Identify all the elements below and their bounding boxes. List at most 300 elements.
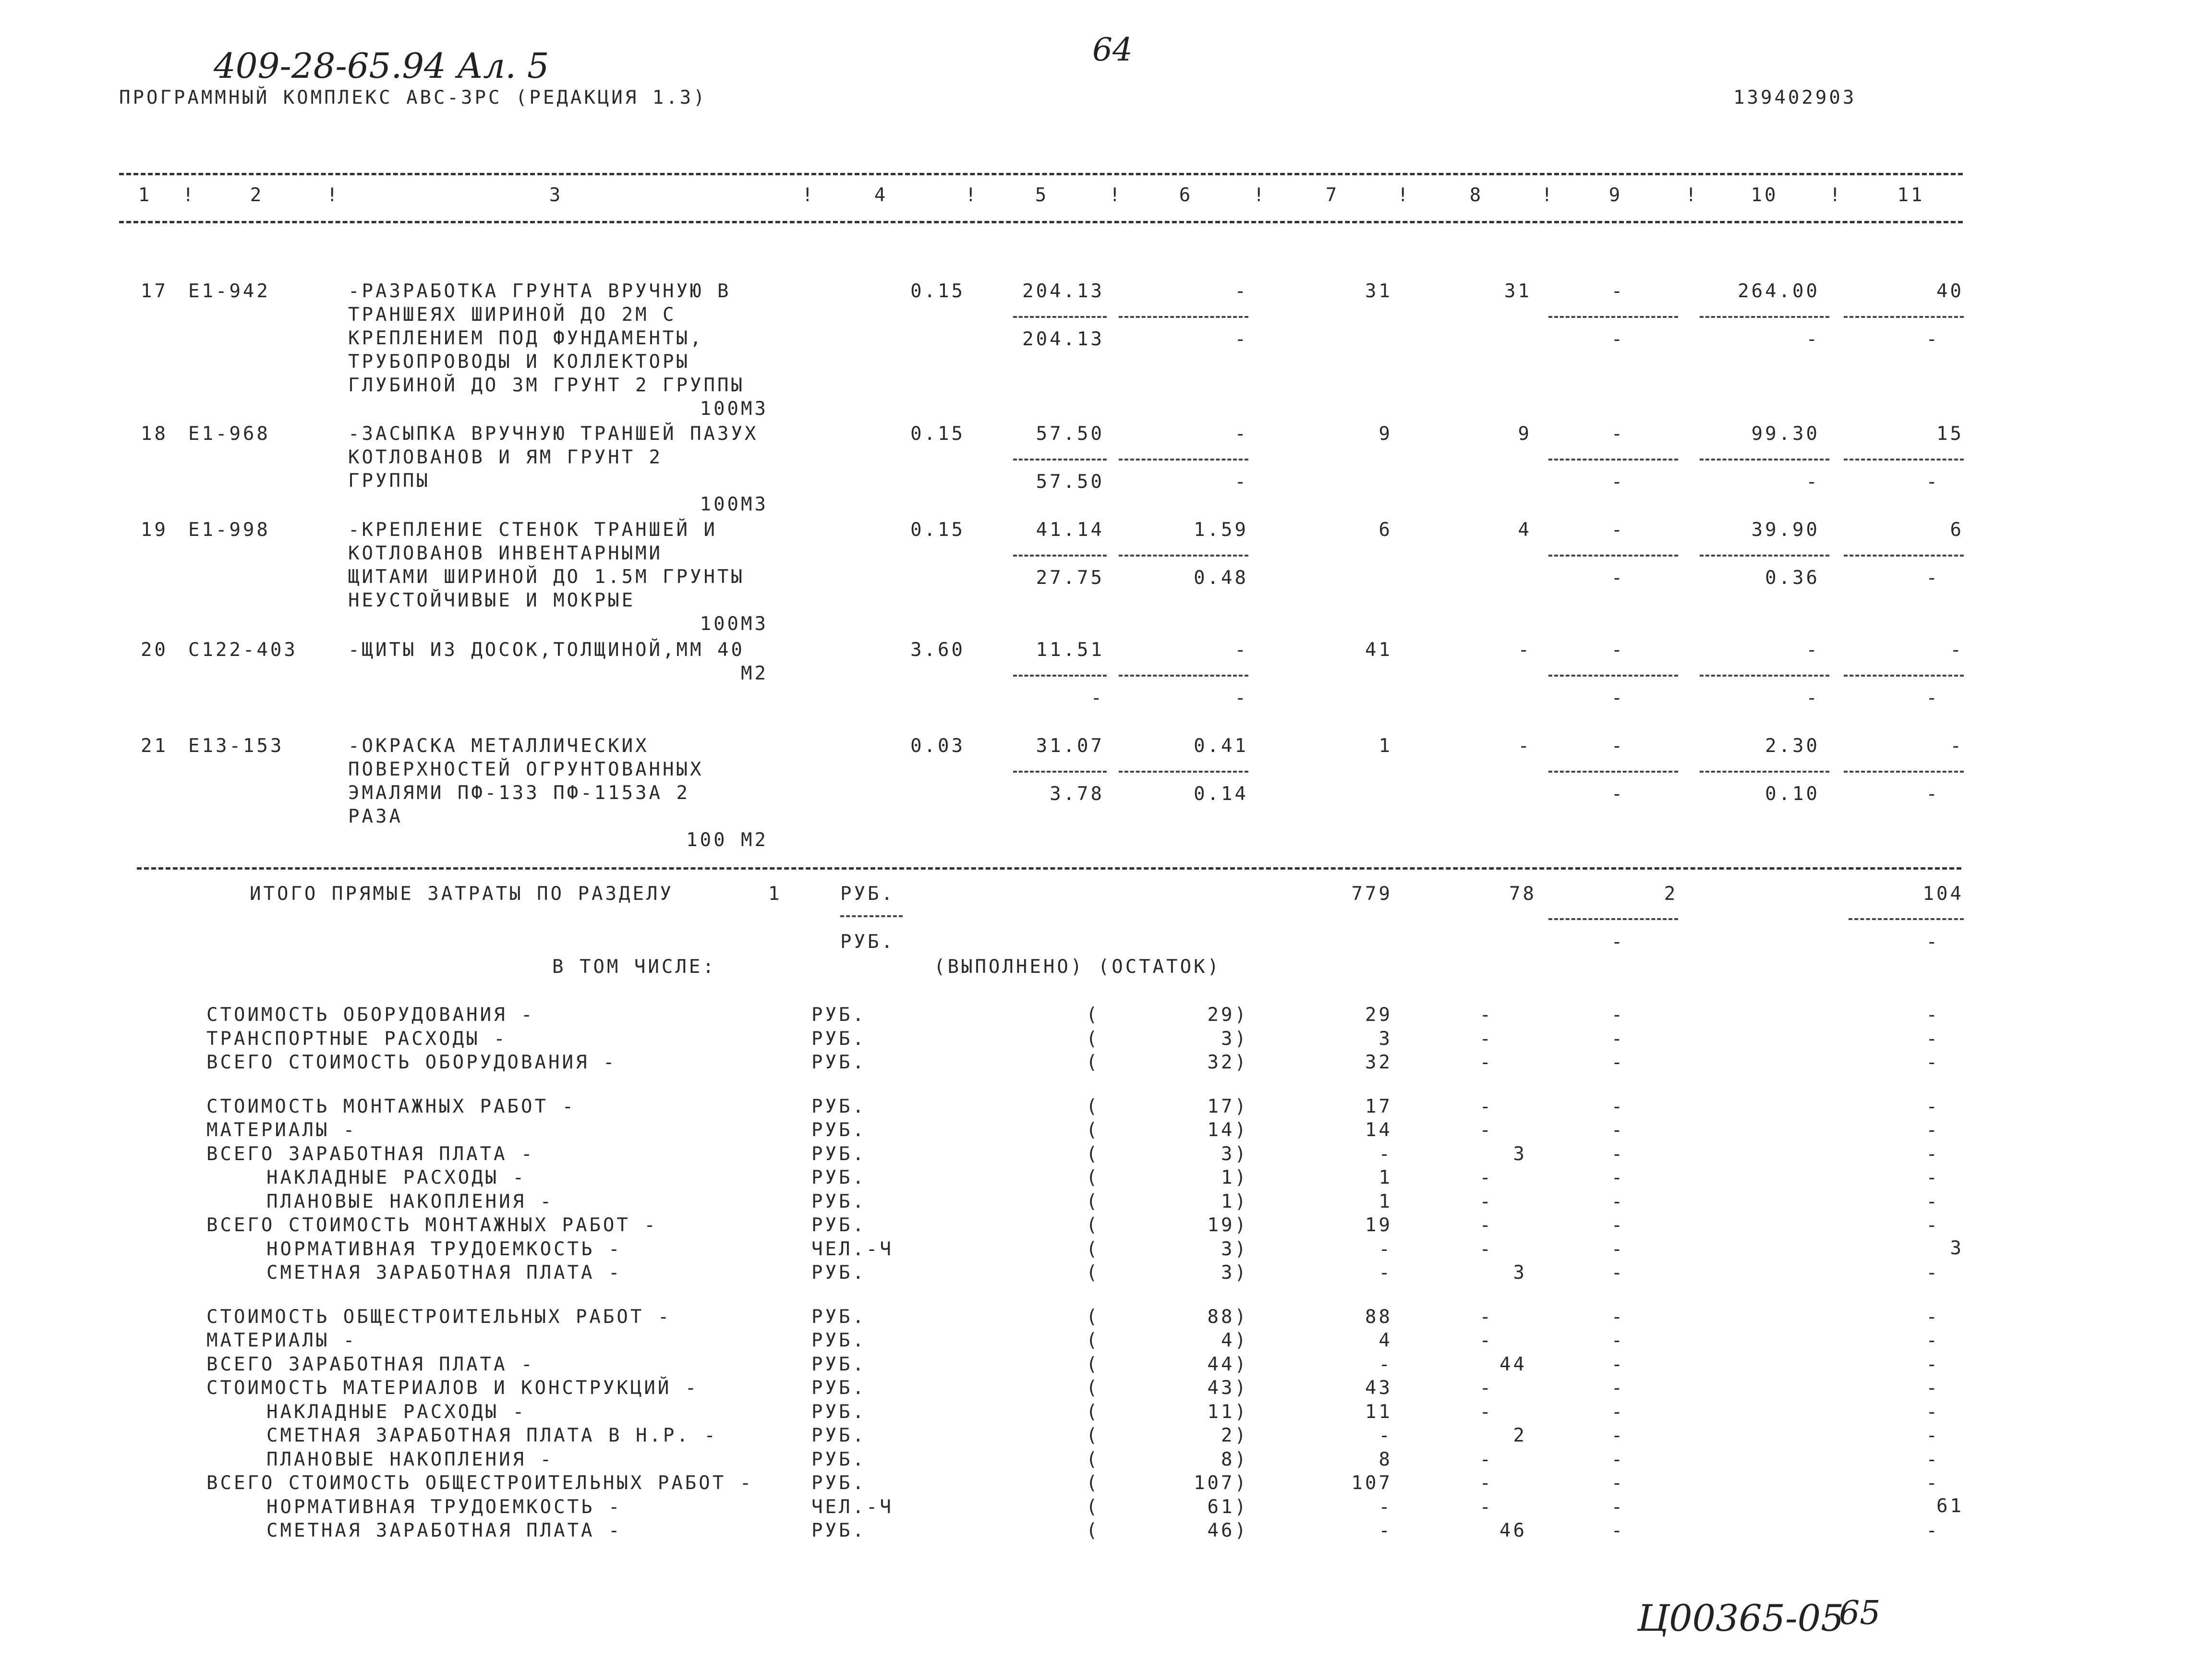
open-paren: ( [1086, 1095, 1100, 1117]
summary-label: НОРМАТИВНАЯ ТРУДОЕМКОСТЬ - [266, 1238, 622, 1260]
summary-unit: РУБ. [811, 1119, 866, 1141]
entry-col10-bottom: - [1806, 328, 1820, 350]
summary-unit: РУБ. [811, 1143, 866, 1165]
entry-col9-rule [1548, 675, 1678, 677]
summary-unit: РУБ. [811, 1262, 866, 1284]
column-header-6: 6 [1179, 184, 1193, 206]
entry-col9-top: - [1611, 423, 1625, 445]
entry-col11-top: - [1950, 639, 1964, 661]
total-label: ИТОГО ПРЯМЫЕ ЗАТРАТЫ ПО РАЗДЕЛУ [250, 883, 674, 905]
summary-col8: - [1479, 1004, 1493, 1026]
summary-col8-shifted: 44 [1499, 1353, 1527, 1375]
entry-col9-bottom: - [1611, 687, 1625, 709]
entry-code: С122-403 [188, 639, 298, 661]
open-paren: ( [1086, 1167, 1100, 1189]
entry-description-line: КОТЛОВАНОВ ИНВЕНТАРНЫМИ [348, 543, 663, 564]
summary-done-value: 14) [1207, 1119, 1248, 1141]
summary-col8: - [1479, 1377, 1493, 1399]
summary-unit: РУБ. [811, 1190, 866, 1212]
summary-col7: 17 [1365, 1095, 1392, 1117]
entry-col9-bottom: - [1611, 328, 1625, 350]
summary-col7: 107 [1351, 1472, 1392, 1494]
open-paren: ( [1086, 1190, 1100, 1212]
entry-quantity: 0.03 [910, 735, 965, 757]
summary-col9: - [1611, 1353, 1625, 1375]
entry-number: 17 [141, 280, 168, 302]
total-col7: 779 [1351, 883, 1392, 905]
entry-col6-rule [1119, 316, 1248, 318]
entry-col10-bottom: - [1806, 471, 1820, 493]
summary-label: МАТЕРИАЛЫ - [206, 1330, 357, 1352]
open-paren: ( [1086, 1262, 1100, 1284]
summary-col9: - [1611, 1496, 1625, 1518]
entry-description-line: ЭМАЛЯМИ ПФ-133 ПФ-1153А 2 [348, 782, 690, 804]
entry-col8: 4 [1518, 519, 1532, 541]
entry-col5-top: 57.50 [1036, 423, 1104, 445]
summary-unit: РУБ. [811, 1214, 866, 1237]
summary-unit: РУБ. [811, 1520, 866, 1542]
summary-unit: РУБ. [811, 1306, 866, 1328]
total-col9-rule [1548, 918, 1678, 920]
total-col11-bottom: - [1926, 931, 1940, 953]
entry-unit: 100М3 [700, 398, 768, 420]
summary-done-value: 107) [1194, 1472, 1248, 1494]
summary-col9: - [1611, 1004, 1625, 1026]
entry-col11-bottom: - [1926, 567, 1940, 589]
entry-description-line: КОТЛОВАНОВ И ЯМ ГРУНТ 2 [348, 447, 663, 468]
entry-col11-rule [1844, 555, 1964, 557]
summary-col9: - [1611, 1401, 1625, 1423]
summary-col11: - [1926, 1095, 1940, 1117]
entry-col10-rule [1700, 555, 1829, 557]
column-header-1: 1 [138, 184, 152, 206]
entry-unit: 100 М2 [686, 829, 768, 851]
entry-col6-rule [1119, 771, 1248, 773]
entry-col11-top: 6 [1950, 519, 1964, 541]
summary-col11: - [1926, 1520, 1940, 1542]
summary-label: СТОИМОСТЬ МАТЕРИАЛОВ И КОНСТРУКЦИЙ - [206, 1377, 699, 1399]
summary-col7: 43 [1365, 1377, 1392, 1399]
entry-quantity: 3.60 [910, 639, 965, 661]
entry-col10-bottom: 0.10 [1765, 783, 1820, 805]
entry-col5-bottom: 27.75 [1036, 567, 1104, 589]
summary-col7: 11 [1365, 1401, 1392, 1423]
summary-col11: - [1926, 1119, 1940, 1141]
summary-done-value: 4) [1221, 1330, 1248, 1352]
summary-col9: - [1611, 1214, 1625, 1237]
column-separator: ! [1253, 184, 1267, 206]
entry-description-line: -ЩИТЫ ИЗ ДОСОК,ТОЛЩИНОЙ,ММ 40 [348, 639, 745, 661]
entry-col5-top: 204.13 [1022, 280, 1104, 302]
column-separator: ! [326, 184, 340, 206]
summary-col11: - [1926, 1004, 1940, 1026]
entry-col9-rule [1548, 555, 1678, 557]
summary-col8: - [1479, 1330, 1493, 1352]
entry-col10-top: - [1806, 639, 1820, 661]
entry-quantity: 0.15 [910, 519, 965, 541]
summary-col8: - [1479, 1448, 1493, 1470]
summary-label: ТРАНСПОРТНЫЕ РАСХОДЫ - [206, 1028, 508, 1050]
summary-unit: РУБ. [811, 1052, 866, 1073]
summary-done-value: 2) [1221, 1425, 1248, 1447]
column-separator: ! [1397, 184, 1411, 206]
summary-col11: - [1926, 1425, 1940, 1447]
summary-col9: - [1611, 1119, 1625, 1141]
column-header-9: 9 [1608, 184, 1623, 206]
summary-col11: - [1926, 1028, 1940, 1050]
summary-done-value: 43) [1207, 1377, 1248, 1399]
total-rule [137, 867, 1961, 870]
entry-col11-rule [1844, 675, 1964, 677]
column-header-8: 8 [1469, 184, 1484, 206]
entry-unit: М2 [741, 663, 768, 684]
column-separator: ! [1685, 184, 1699, 206]
entry-col10-top: 39.90 [1751, 519, 1820, 541]
summary-col9: - [1611, 1028, 1625, 1050]
open-paren: ( [1086, 1401, 1100, 1423]
summary-col9: - [1611, 1052, 1625, 1073]
entry-col5-top: 31.07 [1036, 735, 1104, 757]
entry-col9-top: - [1611, 280, 1625, 302]
summary-col11: - [1926, 1377, 1940, 1399]
entry-col5-bottom: 3.78 [1050, 783, 1104, 805]
entry-col10-bottom: - [1806, 687, 1820, 709]
summary-col7: 32 [1365, 1052, 1392, 1073]
summary-col7: - [1378, 1425, 1392, 1447]
summary-col9: - [1611, 1330, 1625, 1352]
summary-col9: - [1611, 1190, 1625, 1212]
summary-col9: - [1611, 1520, 1625, 1542]
entry-col10-top: 264.00 [1738, 280, 1820, 302]
including-label: В ТОМ ЧИСЛЕ: [552, 956, 716, 978]
entry-description-line: ТРУБОПРОВОДЫ И КОЛЛЕКТОРЫ [348, 351, 690, 373]
entry-col7: 31 [1365, 280, 1392, 302]
summary-done-value: 32) [1207, 1052, 1248, 1073]
column-separator: ! [1541, 184, 1555, 206]
open-paren: ( [1086, 1052, 1100, 1073]
entry-col9-top: - [1611, 735, 1625, 757]
entry-number: 21 [141, 735, 168, 757]
summary-col9: - [1611, 1143, 1625, 1165]
entry-col8: 9 [1518, 423, 1532, 445]
column-header-7: 7 [1325, 184, 1340, 206]
summary-label: НАКЛАДНЫЕ РАСХОДЫ - [266, 1167, 527, 1189]
entry-col8: - [1518, 639, 1532, 661]
summary-unit: РУБ. [811, 1095, 866, 1117]
entry-col9-bottom: - [1611, 471, 1625, 493]
summary-col8-shifted: 46 [1499, 1520, 1527, 1542]
summary-unit: РУБ. [811, 1353, 866, 1375]
summary-col8: - [1479, 1028, 1493, 1050]
entry-col5-bottom: 57.50 [1036, 471, 1104, 493]
summary-col7: 4 [1378, 1330, 1392, 1352]
entry-description-line: ГРУППЫ [348, 470, 430, 492]
entry-description-line: -ЗАСЫПКА ВРУЧНУЮ ТРАНШЕЙ ПАЗУХ [348, 423, 759, 445]
open-paren: ( [1086, 1143, 1100, 1165]
open-paren: ( [1086, 1306, 1100, 1328]
entry-unit: 100М3 [700, 494, 768, 515]
summary-label: ВСЕГО ЗАРАБОТНАЯ ПЛАТА - [206, 1143, 535, 1165]
summary-col11: - [1926, 1190, 1940, 1212]
handwritten-page-number: 64 [1092, 31, 1133, 68]
entry-description-line: ТРАНШЕЯХ ШИРИНОЙ ДО 2М С [348, 304, 677, 326]
summary-col11: - [1926, 1167, 1940, 1189]
summary-col11: - [1926, 1306, 1940, 1328]
summary-label: СМЕТНАЯ ЗАРАБОТНАЯ ПЛАТА - [266, 1262, 622, 1284]
summary-col8: - [1479, 1214, 1493, 1237]
summary-col9: - [1611, 1095, 1625, 1117]
column-separator: ! [965, 184, 979, 206]
column-separator: ! [182, 184, 196, 206]
summary-col11: - [1926, 1401, 1940, 1423]
entry-col11-top: 40 [1936, 280, 1964, 302]
entry-description-line: РАЗА [348, 806, 403, 827]
entry-col9-rule [1548, 459, 1678, 461]
summary-col7: - [1378, 1496, 1392, 1518]
summary-done-value: 3) [1221, 1028, 1248, 1050]
entry-col10-rule [1700, 316, 1829, 318]
total-unit: РУБ. [840, 883, 895, 905]
summary-col11: - [1926, 1052, 1940, 1073]
summary-unit: РУБ. [811, 1401, 866, 1423]
document-code: 139402903 [1733, 87, 1857, 109]
entry-number: 20 [141, 639, 168, 661]
summary-done-value: 61) [1207, 1496, 1248, 1518]
summary-unit: РУБ. [811, 1425, 866, 1447]
summary-unit: РУБ. [811, 1004, 866, 1026]
entry-col11-rule [1844, 316, 1964, 318]
summary-col8-shifted: 2 [1513, 1425, 1527, 1447]
done-rest-label: (ВЫПОЛНЕНО) (ОСТАТОК) [934, 956, 1221, 978]
entry-col5-rule [1013, 771, 1107, 773]
entry-col6-rule [1119, 555, 1248, 557]
summary-col8: - [1479, 1496, 1493, 1518]
summary-col9: - [1611, 1262, 1625, 1284]
summary-done-value: 8) [1221, 1448, 1248, 1470]
entry-unit: 100М3 [700, 613, 768, 635]
summary-unit: РУБ. [811, 1377, 866, 1399]
summary-label: МАТЕРИАЛЫ - [206, 1119, 357, 1141]
entry-col5-rule [1013, 675, 1107, 677]
handwritten-doc-ref: 409-28-65.94 Ал. 5 [214, 46, 549, 86]
header-rule-top [119, 173, 1963, 175]
entry-col11-top: - [1950, 735, 1964, 757]
column-separator: ! [802, 184, 816, 206]
entry-col6-top: 0.41 [1194, 735, 1248, 757]
entry-col9-top: - [1611, 639, 1625, 661]
summary-done-value: 19) [1207, 1214, 1248, 1237]
entry-col6-bottom: - [1234, 687, 1248, 709]
column-separator: ! [1109, 184, 1123, 206]
summary-label: СТОИМОСТЬ ОБОРУДОВАНИЯ - [206, 1004, 535, 1026]
summary-label: НАКЛАДНЫЕ РАСХОДЫ - [266, 1401, 527, 1423]
summary-col9: - [1611, 1167, 1625, 1189]
open-paren: ( [1086, 1214, 1100, 1237]
summary-col8: - [1479, 1472, 1493, 1494]
summary-done-value: 29) [1207, 1004, 1248, 1026]
summary-done-value: 1) [1221, 1190, 1248, 1212]
column-header-4: 4 [874, 184, 888, 206]
summary-label: СМЕТНАЯ ЗАРАБОТНАЯ ПЛАТА В Н.Р. - [266, 1425, 718, 1447]
entry-description-line: -ОКРАСКА МЕТАЛЛИЧЕСКИХ [348, 735, 649, 757]
summary-done-value: 3) [1221, 1262, 1248, 1284]
summary-unit: РУБ. [811, 1028, 866, 1050]
entry-quantity: 0.15 [910, 423, 965, 445]
entry-col6-top: - [1234, 423, 1248, 445]
entry-col5-rule [1013, 459, 1107, 461]
summary-label: ПЛАНОВЫЕ НАКОПЛЕНИЯ - [266, 1448, 554, 1470]
summary-col7: 8 [1378, 1448, 1392, 1470]
summary-label: НОРМАТИВНАЯ ТРУДОЕМКОСТЬ - [266, 1496, 622, 1518]
entry-col6-rule [1119, 675, 1248, 677]
summary-col7: - [1378, 1262, 1392, 1284]
summary-label: СТОИМОСТЬ ОБЩЕСТРОИТЕЛЬНЫХ РАБОТ - [206, 1306, 672, 1328]
summary-done-value: 3) [1221, 1143, 1248, 1165]
entry-col6-top: - [1234, 639, 1248, 661]
summary-label: ВСЕГО СТОИМОСТЬ ОБОРУДОВАНИЯ - [206, 1052, 617, 1073]
entry-number: 18 [141, 423, 168, 445]
summary-col9: - [1611, 1377, 1625, 1399]
summary-col7: 14 [1365, 1119, 1392, 1141]
entry-col8: 31 [1504, 280, 1532, 302]
summary-col7: - [1378, 1238, 1392, 1260]
summary-done-value: 3) [1221, 1238, 1248, 1260]
entry-description-line: ПОВЕРХНОСТЕЙ ОГРУНТОВАННЫХ [348, 759, 704, 780]
summary-col8: - [1479, 1306, 1493, 1328]
column-header-5: 5 [1035, 184, 1049, 206]
summary-col11-shifted: 3 [1950, 1237, 1964, 1259]
summary-done-value: 1) [1221, 1167, 1248, 1189]
entry-col6-top: 1.59 [1194, 519, 1248, 541]
summary-done-value: 11) [1207, 1401, 1248, 1423]
summary-unit: РУБ. [811, 1472, 866, 1494]
summary-col7: - [1378, 1143, 1392, 1165]
entry-col7: 6 [1378, 519, 1392, 541]
summary-col11: - [1926, 1330, 1940, 1352]
entry-col11-bottom: - [1926, 328, 1940, 350]
summary-done-value: 88) [1207, 1306, 1248, 1328]
entry-col5-rule [1013, 555, 1107, 557]
entry-col6-bottom: - [1234, 328, 1248, 350]
summary-col11: - [1926, 1472, 1940, 1494]
summary-unit: РУБ. [811, 1448, 866, 1470]
summary-done-value: 17) [1207, 1095, 1248, 1117]
summary-col7: 1 [1378, 1167, 1392, 1189]
entry-col9-bottom: - [1611, 567, 1625, 589]
open-paren: ( [1086, 1520, 1100, 1542]
entry-col7: 41 [1365, 639, 1392, 661]
column-header-10: 10 [1751, 184, 1778, 206]
program-title: ПРОГРАММНЫЙ КОМПЛЕКС АВС-3РС (РЕДАКЦИЯ 1.3) [119, 87, 707, 109]
entry-number: 19 [141, 519, 168, 541]
entry-col10-rule [1700, 459, 1829, 461]
summary-label: СТОИМОСТЬ МОНТАЖНЫХ РАБОТ - [206, 1095, 576, 1117]
summary-col11: - [1926, 1214, 1940, 1237]
entry-col11-bottom: - [1926, 783, 1940, 805]
summary-col8: - [1479, 1167, 1493, 1189]
entry-col5-top: 41.14 [1036, 519, 1104, 541]
summary-col8: - [1479, 1401, 1493, 1423]
total-col8: 78 [1509, 883, 1536, 905]
summary-col7: - [1378, 1520, 1392, 1542]
entry-col6-top: - [1234, 280, 1248, 302]
entry-col6-bottom: 0.14 [1194, 783, 1248, 805]
entry-col5-bottom: - [1090, 687, 1104, 709]
entry-col6-bottom: - [1234, 471, 1248, 493]
column-header-11: 11 [1897, 184, 1925, 206]
total-unit-rule [840, 915, 903, 917]
open-paren: ( [1086, 1472, 1100, 1494]
summary-unit: РУБ. [811, 1330, 866, 1352]
summary-col7: - [1378, 1353, 1392, 1375]
entry-col10-rule [1700, 675, 1829, 677]
summary-col9: - [1611, 1448, 1625, 1470]
summary-label: ВСЕГО СТОИМОСТЬ ОБЩЕСТРОИТЕЛЬНЫХ РАБОТ - [206, 1472, 754, 1494]
column-header-2: 2 [250, 184, 264, 206]
summary-label: СМЕТНАЯ ЗАРАБОТНАЯ ПЛАТА - [266, 1520, 622, 1542]
summary-col8-shifted: 3 [1513, 1143, 1527, 1165]
summary-col7: 29 [1365, 1004, 1392, 1026]
summary-col11-shifted: 61 [1936, 1495, 1964, 1517]
column-separator: ! [1829, 184, 1843, 206]
entry-code: Е1-998 [188, 519, 270, 541]
summary-col8-shifted: 3 [1513, 1262, 1527, 1284]
summary-done-value: 44) [1207, 1353, 1248, 1375]
entry-col5-top: 11.51 [1036, 639, 1104, 661]
summary-col11: - [1926, 1353, 1940, 1375]
open-paren: ( [1086, 1028, 1100, 1050]
summary-col8: - [1479, 1119, 1493, 1141]
entry-quantity: 0.15 [910, 280, 965, 302]
open-paren: ( [1086, 1353, 1100, 1375]
summary-col7: 19 [1365, 1214, 1392, 1237]
summary-col8: - [1479, 1190, 1493, 1212]
entry-col11-bottom: - [1926, 471, 1940, 493]
open-paren: ( [1086, 1238, 1100, 1260]
summary-label: ВСЕГО СТОИМОСТЬ МОНТАЖНЫХ РАБОТ - [206, 1214, 658, 1237]
entry-col11-bottom: - [1926, 687, 1940, 709]
summary-unit: ЧЕЛ.-Ч [811, 1238, 894, 1260]
entry-col6-bottom: 0.48 [1194, 567, 1248, 589]
open-paren: ( [1086, 1330, 1100, 1352]
entry-description-line: ГЛУБИНОЙ ДО 3М ГРУНТ 2 ГРУППЫ [348, 375, 745, 396]
total-unit-2: РУБ. [840, 931, 895, 953]
summary-col9: - [1611, 1238, 1625, 1260]
entry-col9-rule [1548, 316, 1678, 318]
summary-col7: 88 [1365, 1306, 1392, 1328]
entry-col8: - [1518, 735, 1532, 757]
entry-col11-rule [1844, 771, 1964, 773]
entry-col11-rule [1844, 459, 1964, 461]
open-paren: ( [1086, 1496, 1100, 1518]
entry-col9-rule [1548, 771, 1678, 773]
entry-col10-top: 2.30 [1765, 735, 1820, 757]
open-paren: ( [1086, 1119, 1100, 1141]
header-rule-bottom [119, 221, 1963, 223]
summary-col9: - [1611, 1306, 1625, 1328]
open-paren: ( [1086, 1448, 1100, 1470]
summary-col9: - [1611, 1425, 1625, 1447]
total-section: 1 [768, 883, 782, 905]
entry-col10-bottom: 0.36 [1765, 567, 1820, 589]
summary-col11: - [1926, 1143, 1940, 1165]
column-header-3: 3 [549, 184, 563, 206]
summary-col11: - [1926, 1448, 1940, 1470]
summary-done-value: 46) [1207, 1520, 1248, 1542]
summary-unit: РУБ. [811, 1167, 866, 1189]
summary-col9: - [1611, 1472, 1625, 1494]
entry-col5-rule [1013, 316, 1107, 318]
